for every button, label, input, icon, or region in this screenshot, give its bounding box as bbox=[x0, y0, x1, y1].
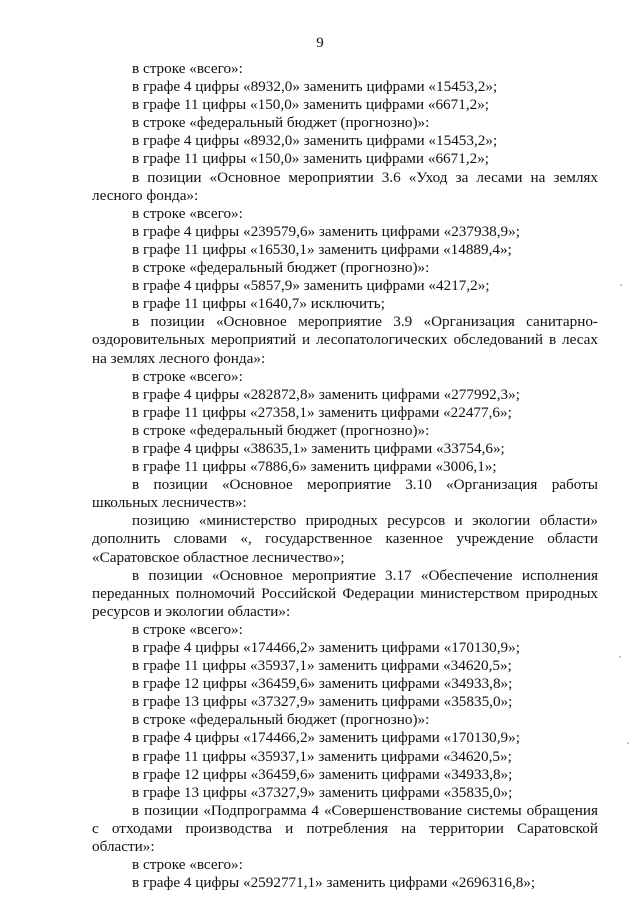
scan-speck bbox=[619, 656, 621, 658]
paragraph: в графе 11 цифры «27358,1» заменить цифрами «22477,6»; bbox=[132, 403, 512, 421]
paragraph: в графе 4 цифры «239579,6» заменить цифрами «237938,9»; bbox=[132, 222, 520, 240]
paragraph: в графе 4 цифры «8932,0» заменить цифрами «15453,2»; bbox=[132, 78, 498, 96]
paragraph: в позиции «Основное мероприятие 3.17 «Обеспечение исполнения переданных полномочий Российской Федерации министерством природных ресурсов и экологии области»: bbox=[92, 566, 598, 620]
paragraph: в графе 13 цифры «37327,9» заменить цифрами «35835,0»; bbox=[132, 693, 513, 711]
paragraph: в строке «федеральный бюджет (прогнозно)»: bbox=[132, 259, 430, 277]
paragraph: в строке «федеральный бюджет (прогнозно)»: bbox=[132, 421, 430, 439]
paragraph: в строке «всего»: bbox=[132, 367, 243, 385]
paragraph: в графе 11 цифры «7886,6» заменить цифрами «3006,1»; bbox=[132, 458, 497, 476]
paragraph: в позиции «Основное мероприятие 3.10 «Организация работы школьных лесничеств»: bbox=[92, 476, 598, 512]
paragraph: в графе 13 цифры «37327,9» заменить цифрами «35835,0»; bbox=[132, 783, 513, 801]
paragraph: в строке «всего»: bbox=[132, 204, 243, 222]
paragraph: в графе 4 цифры «282872,8» заменить цифрами «277992,3»; bbox=[132, 385, 520, 403]
paragraph: в графе 11 цифры «35937,1» заменить цифрами «34620,5»; bbox=[132, 657, 512, 675]
paragraph: в позиции «Основное мероприятии 3.6 «Уход за лесами на землях лесного фонда»: bbox=[92, 168, 598, 204]
paragraph: в графе 4 цифры «38635,1» заменить цифрами «33754,6»; bbox=[132, 439, 505, 457]
paragraph: в графе 11 цифры «150,0» заменить цифрами «6671,2»; bbox=[132, 150, 490, 168]
paragraph: в графе 12 цифры «36459,6» заменить цифрами «34933,8»; bbox=[132, 765, 513, 783]
page-number: 9 bbox=[316, 35, 324, 51]
paragraph: в строке «всего»: bbox=[132, 856, 243, 874]
paragraph: в строке «всего»: bbox=[132, 60, 243, 77]
paragraph: в позиции «Основное мероприятие 3.9 «Организация санитарно-оздоровительных мероприятий и лесопатологических обследований в лесах на землях лесного фонда»: bbox=[92, 313, 598, 367]
paragraph: в позиции «Подпрограмма 4 «Совершенствование системы обращения с отходами производства и потребления на территории Саратовской области»: bbox=[92, 801, 598, 856]
paragraph: в графе 11 цифры «150,0» заменить цифрами «6671,2»; bbox=[132, 96, 490, 114]
paragraph: в графе 4 цифры «5857,9» заменить цифрами «4217,2»; bbox=[132, 277, 490, 295]
paragraph: в графе 4 цифры «174466,2» заменить цифрами «170130,9»; bbox=[132, 729, 520, 747]
paragraph: в графе 12 цифры «36459,6» заменить цифрами «34933,8»; bbox=[132, 675, 513, 693]
paragraph: в графе 11 цифры «16530,1» заменить цифрами «14889,4»; bbox=[132, 240, 512, 258]
paragraph: в строке «федеральный бюджет (прогнозно)»: bbox=[132, 711, 430, 729]
paragraph: в графе 11 цифры «35937,1» заменить цифрами «34620,5»; bbox=[132, 747, 512, 765]
paragraph: в графе 4 цифры «8932,0» заменить цифрами «15453,2»; bbox=[132, 132, 498, 150]
paragraph: в графе 11 цифры «1640,7» исключить; bbox=[132, 295, 385, 313]
paragraph: в строке «всего»: bbox=[132, 620, 243, 638]
paragraph: в графе 4 цифры «2592771,1» заменить цифрами «2696316,8»; bbox=[132, 874, 536, 892]
paragraph: позицию «министерство природных ресурсов и экологии области» дополнить словами «, государственное казенное учреждение области «Саратовское областное лесничество»; bbox=[92, 512, 598, 566]
paragraph: в строке «федеральный бюджет (прогнозно)»: bbox=[132, 114, 430, 132]
paragraph: в графе 4 цифры «174466,2» заменить цифрами «170130,9»; bbox=[132, 639, 520, 656]
scan-speck bbox=[627, 742, 629, 744]
document-body bbox=[92, 60, 598, 892]
scan-speck bbox=[620, 284, 622, 286]
